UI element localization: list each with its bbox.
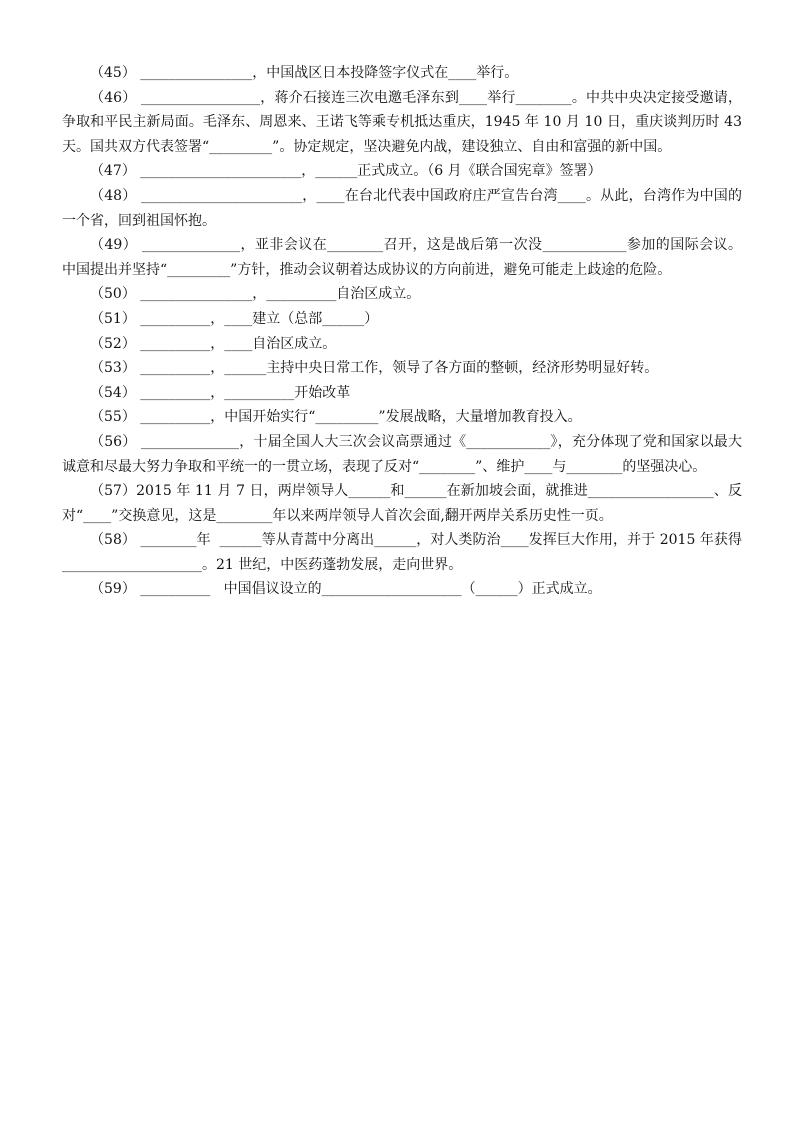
question-59: （59） __________ 中国倡议设立的____________________（______）正式成立。 — [90, 581, 602, 598]
question-52: （52） __________，____自治区成立。 — [90, 335, 337, 352]
question-49: （49） ______________，亚非会议在________召开，这是战后第一次没____________参加的国际会议。中国提出并坚持“_________”方针，推动会议朝着达成协议的方向前进，避免可能走上歧途的危险。 — [62, 237, 742, 278]
question-54: （54） __________，__________开始改革 — [90, 384, 351, 401]
question-47: （47） _______________________，______正式成立。（6 月《联合国宪章》签署） — [90, 163, 602, 180]
question-48: （48） _______________________，____在台北代表中国政府庄严宣告台湾____。从此，台湾作为中国的一个省，回到祖国怀抱。 — [62, 187, 742, 229]
question-51: （51） __________，____建立（总部______） — [90, 310, 379, 327]
question-56: （56） ______________，十届全国人大三次会议高票通过《____________》，充分体现了党和国家以最大诚意和尽最大努力争取和平统一的一贯立场，表现了反对“________”、维护____与________的坚强决心。 — [62, 433, 742, 475]
question-58: （58） ________年 ______等从青蒿中分离出______，对人类防治____发挥巨大作用，并于 2015 年获得____________________。21 世纪，中医药蓬勃发展，走向世界。 — [62, 532, 742, 573]
question-57: （57）2015 年 11 月 7 日，两岸领导人______和______在新加坡会面，就推进__________________、反对“____”交换意见，这是________年以来两岸领导人首次会面,翻开两岸关系历史性一页。 — [62, 483, 742, 524]
question-55: （55） __________，中国开始实行“_________”发展战略，大量增加教育投入。 — [90, 409, 582, 426]
question-50: （50） ________________，__________自治区成立。 — [90, 286, 421, 303]
question-45: （45） ________________，中国战区日本投降签字仪式在____举行。 — [90, 65, 519, 81]
question-list — [62, 61, 747, 602]
question-53: （53） __________，______主持中央日常工作，领导了各方面的整顿，经济形势明显好转。 — [90, 360, 659, 377]
question-46: （46） _________________，蒋介石接连三次电邀毛泽东到____举行________。中共中央决定接受邀请，争取和平民主新局面。毛泽东、周恩来、王诺飞等乘专机抵达重庆，1945 年 10 月 10 日，重庆谈判历时 43 天。国共双方代表签署“_________”。协定规定，坚决避免内战，建设独立、自由和富强的新中国。 — [62, 89, 747, 155]
